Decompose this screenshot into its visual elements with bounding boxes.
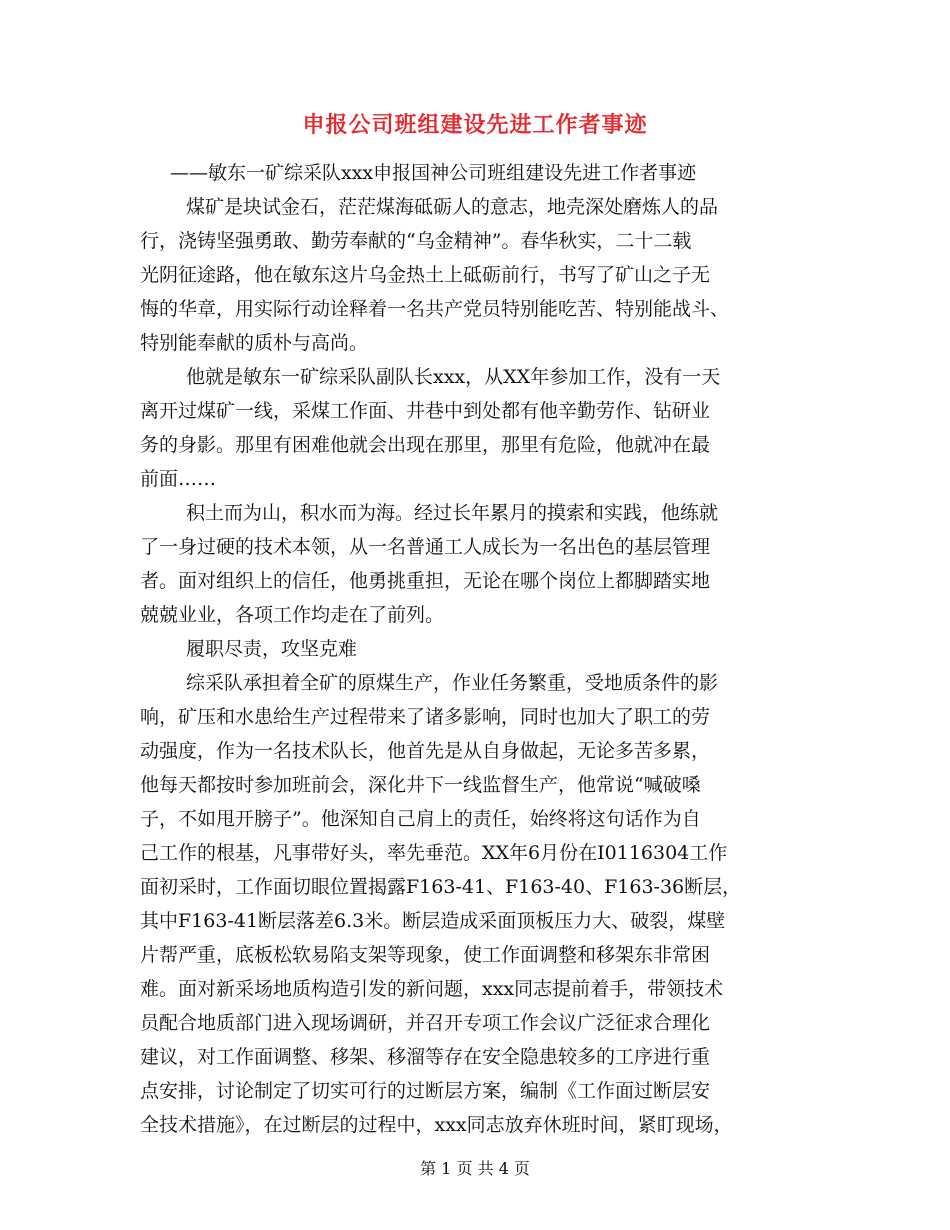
- text-line: 其中F163-41断层落差6.3米。断层造成采面顶板压力大、破裂，煤壁: [140, 910, 726, 932]
- text-line: 难。面对新采场地质构造引发的新问题，xxx同志提前着手，带领技术: [140, 978, 724, 1000]
- text-line: 务的身影。那里有困难他就会出现在那里，那里有危险，他就冲在最: [140, 434, 711, 456]
- text-line: 他每天都按时参加班前会，深化井下一线监督生产，他常说“喊破嗓: [140, 774, 701, 796]
- text-line: 建议，对工作面调整、移架、移溜等存在安全隐患较多的工序进行重: [140, 1046, 711, 1068]
- text-line: 者。面对组织上的信任，他勇挑重担，无论在哪个岗位上都脚踏实地: [140, 570, 711, 592]
- document-subtitle: ——敏东一矿综采队xxx申报国神公司班组建设先进工作者事迹: [170, 162, 697, 184]
- page-footer: 第 1 页 共 4 页: [420, 1159, 530, 1178]
- text-line: 行，浇铸坚强勇敢、勤劳奉献的“乌金精神”。春华秋实，二十二载: [140, 230, 692, 252]
- text-line: 特别能奉献的质朴与高尚。: [140, 332, 369, 354]
- text-line: 片帮严重，底板松软易陷支架等现象，使工作面调整和移架东非常困: [140, 944, 711, 966]
- document-title: 申报公司班组建设先进工作者事迹: [302, 112, 648, 138]
- text-line: 面初采时，工作面切眼位置揭露F163-41、F163-40、F163-36断层，: [140, 876, 742, 898]
- text-line: 全技术措施》，在过断层的过程中，xxx同志放弃休班时间，紧盯现场，: [140, 1114, 733, 1136]
- text-line: 悔的华章，用实际行动诠释着一名共产党员特别能吃苦、特别能战斗、: [140, 298, 730, 320]
- text-line: 综采队承担着全矿的原煤生产，作业任务繁重，受地质条件的影: [186, 672, 719, 694]
- text-line: 煤矿是块试金石，茫茫煤海砥砺人的意志，地壳深处磨炼人的品: [186, 196, 719, 218]
- text-line: 了一身过硬的技术本领，从一名普通工人成长为一名出色的基层管理: [140, 536, 711, 558]
- text-line: 积土而为山，积水而为海。经过长年累月的摸索和实践，他练就: [186, 502, 719, 524]
- text-line: 子，不如甩开膀子”。他深知自己肩上的责任，始终将这句话作为自: [140, 808, 701, 830]
- text-line: 点安排，讨论制定了切实可行的过断层方案，编制《工作面过断层安: [140, 1080, 711, 1102]
- text-line: 履职尽责，攻坚克难: [186, 638, 358, 660]
- text-line: 兢兢业业，各项工作均走在了前列。: [140, 604, 445, 626]
- text-line: 光阴征途路，他在敏东这片乌金热土上砥砺前行，书写了矿山之子无: [140, 264, 711, 286]
- text-line: 动强度，作为一名技术队长，他首先是从自身做起，无论多苦多累，: [140, 740, 711, 762]
- text-line: 他就是敏东一矿综采队副队长xxx，从XX年参加工作，没有一天: [186, 366, 721, 388]
- text-line: 响，矿压和水患给生产过程带来了诸多影响，同时也加大了职工的劳: [140, 706, 711, 728]
- text-line: 员配合地质部门进入现场调研，并召开专项工作会议广泛征求合理化: [140, 1012, 711, 1034]
- document-body: [140, 156, 820, 1142]
- subtitle-row-spacer: [140, 156, 820, 190]
- text-line: 离开过煤矿一线，采煤工作面、井巷中到处都有他辛勤劳作、钻研业: [140, 400, 711, 422]
- text-line: 己工作的根基，凡事带好头，率先垂范。XX年6月份在I0116304工作: [140, 842, 728, 864]
- text-line: 前面……: [140, 468, 217, 490]
